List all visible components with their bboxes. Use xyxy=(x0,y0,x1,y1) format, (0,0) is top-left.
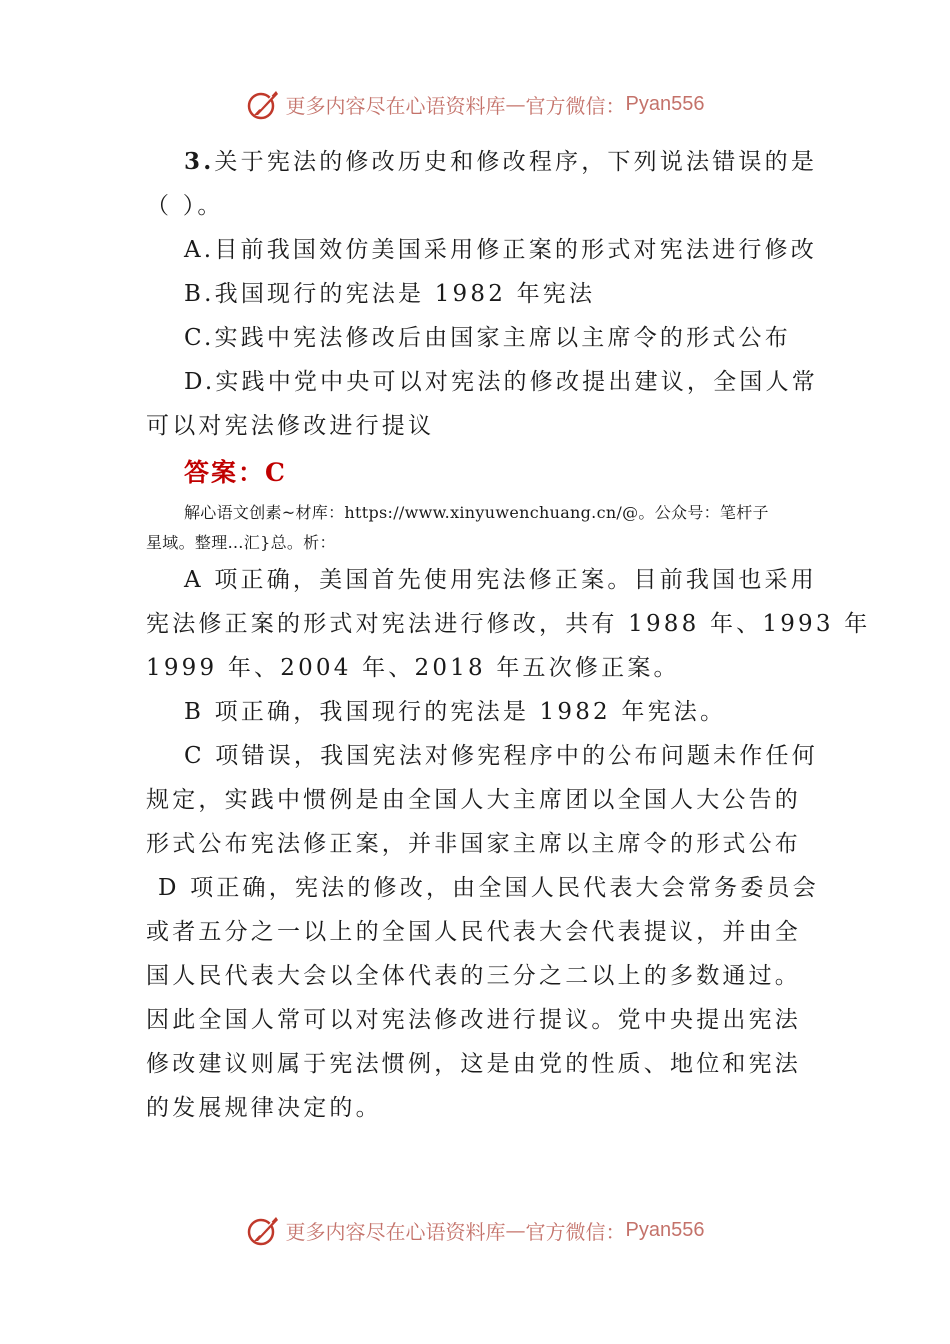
source-line: 星域。整理…汇}总。析： xyxy=(146,533,336,552)
explanation-line: 1999 年、2004 年、2018 年五次修正案。 xyxy=(146,655,680,681)
explanation-line: 宪法修正案的形式对宪法进行修改，共有 1988 年、1993 年 xyxy=(146,611,871,637)
explanation-line: D 项正确，宪法的修改，由全国人民代表大会常务委员会 xyxy=(158,875,819,901)
explanation-line: 因此全国人常可以对宪法修改进行提议。党中央提出宪法 xyxy=(146,1007,801,1033)
question-stem-text: 关于宪法的修改历史和修改程序，下列说法错误的是 xyxy=(214,149,818,175)
banner-wechat-id: Pyan556 xyxy=(625,1218,705,1241)
question-stem-line xyxy=(146,140,818,184)
option-d-continued: 可以对宪法修改进行提议 xyxy=(146,413,435,439)
source-line: 解心语文创素~材库：https://www.xinyuwenchuang.cn/@。公众号：笔杆子 xyxy=(184,503,769,522)
explanation-line: 规定，实践中惯例是由全国人大主席团以全国人大公告的 xyxy=(146,787,801,813)
banner-label: 官方微信： xyxy=(525,1219,626,1244)
answer: 答案：C xyxy=(184,458,287,487)
document-body xyxy=(146,140,871,1130)
explanation-line: B 项正确，我国现行的宪法是 1982 年宪法。 xyxy=(184,699,727,725)
explanation-line: 的发展规律决定的。 xyxy=(146,1095,382,1121)
quill-pen-logo-icon xyxy=(246,87,280,121)
banner-separator: — xyxy=(505,1218,526,1242)
option-d: D.实践中党中央可以对宪法的修改提出建议，全国人常 xyxy=(184,369,818,395)
option-a: A.目前我国效仿美国采用修正案的形式对宪法进行修改 xyxy=(184,237,817,263)
explanation-line: 或者五分之一以上的全国人民代表大会代表提议，并由全 xyxy=(146,919,801,945)
explanation-line: 国人民代表大会以全体代表的三分之二以上的多数通过。 xyxy=(146,963,801,989)
option-c: C.实践中宪法修改后由国家主席以主席令的形式公布 xyxy=(184,325,791,351)
explanation-line: 形式公布宪法修正案，并非国家主席以主席令的形式公布 xyxy=(146,831,801,857)
footer-banner xyxy=(0,1210,950,1250)
banner-separator: — xyxy=(505,92,526,116)
explanation-line: C 项错误，我国宪法对修宪程序中的公布问题未作任何 xyxy=(184,743,818,769)
quill-pen-logo-icon xyxy=(246,1213,280,1247)
explanation-line: A 项正确，美国首先使用宪法修正案。目前我国也采用 xyxy=(184,567,817,593)
question-number: 3. xyxy=(184,148,215,175)
banner-wechat-id: Pyan556 xyxy=(625,92,705,115)
header-banner xyxy=(0,84,950,124)
explanation-line: 修改建议则属于宪法惯例，这是由党的性质、地位和宪法 xyxy=(146,1051,801,1077)
banner-label: 官方微信： xyxy=(525,93,626,118)
question-stem-line: （ ）。 xyxy=(146,193,224,219)
banner-text: 更多内容尽在心语资料库 xyxy=(285,93,506,118)
option-b: B.我国现行的宪法是 1982 年宪法 xyxy=(184,281,596,307)
banner-text: 更多内容尽在心语资料库 xyxy=(285,1219,506,1244)
